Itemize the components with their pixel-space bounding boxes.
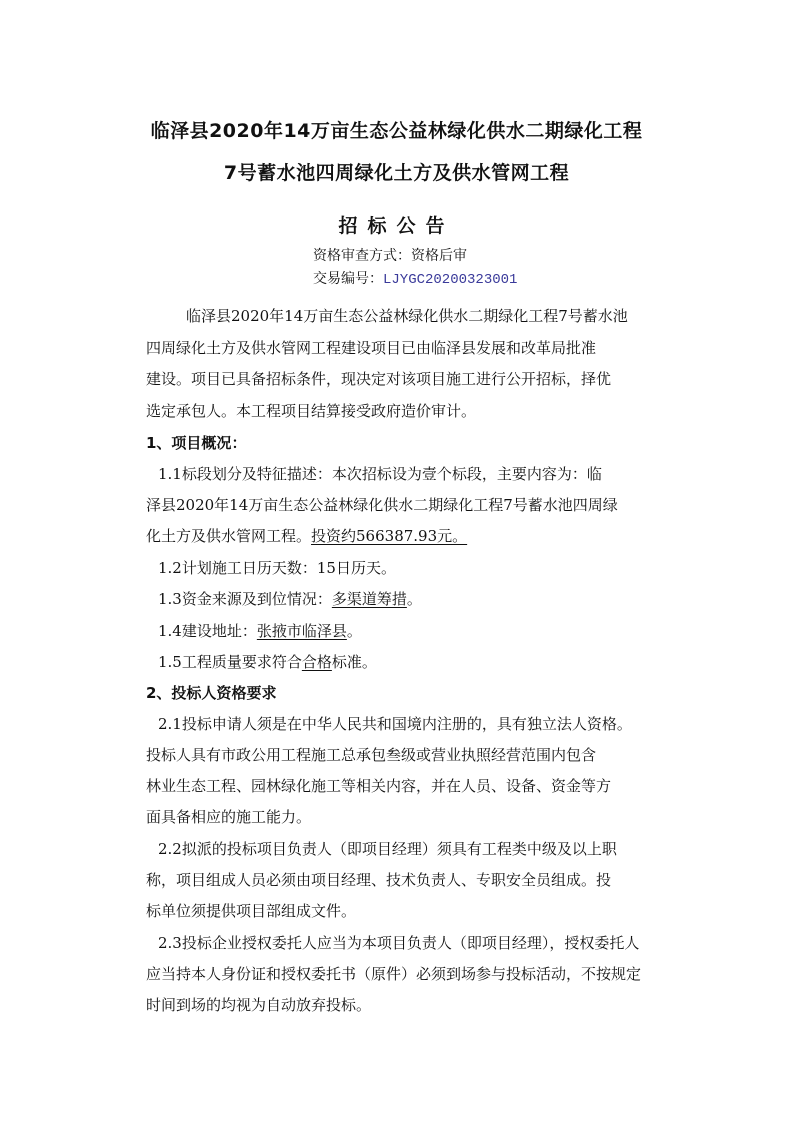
item-1-3-label: 1.3资金来源及到位情况： (158, 590, 332, 608)
item-2-3-line-1: 2.3投标企业授权委托人应当为本项目负责人（即项目经理），授权委托人 (158, 934, 640, 952)
item-2-1-line-1: 2.1投标申请人须是在中华人民共和国境内注册的，具有独立法人资格。 (158, 715, 632, 733)
item-2-2-line-1: 2.2拟派的投标项目负责人（即项目经理）须具有工程类中级及以上职 (158, 840, 617, 858)
section-2-title: 2、投标人资格要求 (146, 684, 277, 702)
transaction-code: LJYGC20200323001 (383, 272, 518, 288)
item-2-1-line-4: 面具备相应的施工能力。 (146, 808, 312, 826)
construction-address: 张掖市临泽县 (256, 622, 347, 640)
funding-source: 多渠道筹措 (331, 590, 407, 608)
intro-line-4: 选定承包人。本工程项目结算接受政府造价审计。 (146, 402, 477, 420)
item-1-5 (158, 651, 377, 672)
item-1-1-line-1: 1.1标段划分及特征描述：本次招标设为壹个标段，主要内容为：临 (158, 465, 602, 483)
item-1-5-suffix: 标准。 (331, 653, 377, 671)
item-1-1-scope-text: 化土方及供水管网工程。 (146, 527, 312, 545)
quality-requirement: 合格 (301, 653, 332, 671)
item-2-3-line-3: 时间到场的均视为自动放弃投标。 (146, 996, 372, 1014)
item-1-3 (158, 588, 422, 609)
item-1-1-line-2: 泽县2020年14万亩生态公益林绿化供水二期绿化工程7号蓄水池四周绿 (146, 496, 618, 514)
item-1-2: 1.2计划施工日历天数：15日历天。 (158, 559, 396, 577)
item-2-1-line-3: 林业生态工程、园林绿化施工等相关内容，并在人员、设备、资金等方 (146, 777, 612, 795)
document-title-line-2: 7号蓄水池四周绿化土方及供水管网工程 (223, 162, 570, 184)
section-1-title: 1、项目概况： (146, 434, 247, 452)
item-1-1-line-3 (146, 525, 467, 546)
item-1-4-label: 1.4建设地址： (158, 622, 257, 640)
announcement-heading: 招标公告 (338, 215, 455, 237)
item-2-1-line-2: 投标人具有市政公用工程施工总承包叁级或营业执照经营范围内包含 (146, 746, 597, 764)
investment-amount: 投资约566387.93元。 (311, 527, 468, 545)
item-2-3-line-2: 应当持本人身份证和授权委托书（原件）必须到场参与投标活动，不按规定 (146, 965, 642, 983)
transaction-code-row (313, 268, 517, 288)
item-1-4 (158, 620, 362, 641)
item-2-2-line-2: 称，项目组成人员必须由项目经理、技术负责人、专职安全员组成。投 (146, 871, 612, 889)
document-title-line-1: 临泽县2020年14万亩生态公益林绿化供水二期绿化工程 (150, 120, 643, 142)
transaction-code-label: 交易编号： (313, 271, 383, 287)
intro-line-1: 临泽县2020年14万亩生态公益林绿化供水二期绿化工程7号蓄水池 (186, 307, 628, 325)
qualification-review-method: 资格审查方式：资格后审 (313, 248, 467, 264)
item-1-5-label: 1.5工程质量要求符合 (158, 653, 302, 671)
intro-line-3: 建设。项目已具备招标条件，现决定对该项目施工进行公开招标，择优 (146, 370, 612, 388)
item-1-4-suffix: 。 (346, 622, 362, 640)
intro-line-2: 四周绿化土方及供水管网工程建设项目已由临泽县发展和改革局批准 (146, 339, 597, 357)
item-1-3-suffix: 。 (406, 590, 422, 608)
item-2-2-line-3: 标单位须提供项目部组成文件。 (146, 902, 357, 920)
